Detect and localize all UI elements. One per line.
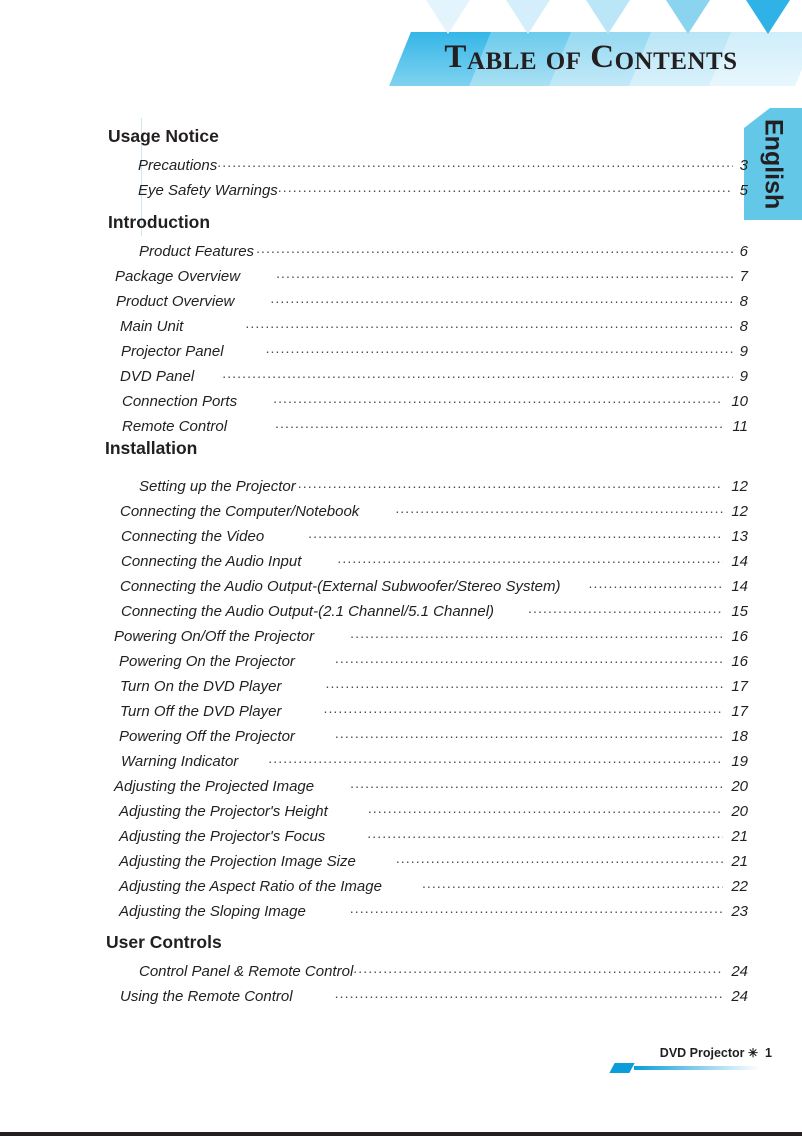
toc-entry-label: Projector Panel (121, 343, 224, 360)
toc-entry-label: Product Overview (116, 293, 235, 310)
toc-entry[interactable] (120, 987, 748, 1009)
toc-entry[interactable] (122, 417, 748, 439)
toc-entry-label: Adjusting the Aspect Ratio of the Image (119, 878, 382, 895)
page-header-banner (0, 0, 802, 100)
toc-entry-label: Adjusting the Projection Image Size (119, 853, 356, 870)
toc-entry-page-number: 23 (731, 903, 748, 920)
toc-entry-page-number: 20 (731, 778, 748, 795)
toc-entry-leader-dots (350, 627, 723, 641)
toc-entry[interactable] (121, 752, 748, 774)
toc-entry-label: Precautions (138, 157, 218, 174)
toc-entry-label: Powering On/Off the Projector (114, 628, 315, 645)
toc-entry-page-number: 3 (739, 157, 748, 174)
toc-entry[interactable] (119, 827, 748, 849)
toc-entry-page-number: 16 (731, 628, 748, 645)
toc-entry-page-number: 5 (739, 182, 748, 199)
toc-entry[interactable] (114, 627, 748, 649)
toc-entry-page-number: 6 (739, 243, 748, 260)
toc-entry-leader-dots (589, 577, 723, 591)
toc-entry-leader-dots (323, 702, 723, 716)
toc-entry-leader-dots (528, 602, 723, 616)
toc-entry-page-number: 17 (731, 703, 748, 720)
toc-entry[interactable] (138, 156, 748, 178)
toc-entry-leader-dots (368, 802, 723, 816)
page-bottom-rule (0, 1132, 802, 1136)
toc-entry-leader-dots (275, 417, 723, 431)
toc-entry-label: Powering Off the Projector (119, 728, 295, 745)
toc-entry-label: Setting up the Projector (139, 478, 296, 495)
toc-entry-label: Adjusting the Projected Image (114, 778, 315, 795)
toc-entry-label: Remote Control (122, 418, 228, 435)
toc-entry-leader-dots (266, 342, 733, 356)
toc-entry-leader-dots (335, 652, 723, 666)
page-title-c: C (590, 39, 615, 75)
toc-entry-label: Connection Ports (122, 393, 238, 410)
toc-entry[interactable] (121, 527, 748, 549)
toc-entry[interactable] (121, 602, 748, 624)
toc-entry[interactable] (115, 267, 748, 289)
toc-entry-label: Warning Indicator (121, 753, 239, 770)
toc-entry[interactable] (120, 502, 748, 524)
footer-label (660, 1046, 772, 1060)
toc-entry-page-number: 11 (732, 418, 748, 435)
toc-entry-leader-dots (217, 156, 733, 170)
toc-entry[interactable] (114, 777, 748, 799)
page-footer (612, 1046, 772, 1076)
footer-page-number: 1 (765, 1046, 772, 1060)
toc-entry-label: Eye Safety Warnings (138, 182, 278, 199)
toc-entry-label: Main Unit (120, 318, 184, 335)
toc-entry[interactable] (119, 727, 748, 749)
footer-product-name: DVD Projector (659, 1046, 745, 1060)
page-title-t: T (444, 39, 467, 75)
toc-entry[interactable] (120, 702, 748, 724)
toc-entry-label: Connecting the Video (121, 528, 265, 545)
toc-entry-leader-dots (256, 242, 733, 256)
page-title-ontents: ONTENTS (614, 48, 738, 75)
toc-entry[interactable] (139, 477, 748, 499)
toc-entry-label: Turn Off the DVD Player (120, 703, 282, 720)
toc-entry-leader-dots (335, 987, 723, 1001)
toc-entry-leader-dots (268, 752, 723, 766)
toc-entry[interactable] (119, 902, 748, 924)
toc-entry-page-number: 14 (731, 578, 748, 595)
toc-entry-label: Connecting the Computer/Notebook (120, 503, 360, 520)
toc-entry-leader-dots (337, 552, 723, 566)
toc-entry-label: Adjusting the Projector's Focus (119, 828, 326, 845)
section-title-introduction: Introduction (108, 212, 211, 232)
toc-entry-page-number: 21 (731, 853, 748, 870)
toc-entry-leader-dots (422, 877, 723, 891)
toc-entry-label: Powering On the Projector (119, 653, 295, 670)
toc-entry-page-number: 9 (739, 368, 748, 385)
toc-entry-label: DVD Panel (120, 368, 195, 385)
toc-entry-page-number: 17 (731, 678, 748, 695)
toc-entry-label: Control Panel & Remote Control (139, 963, 354, 980)
toc-entry-leader-dots (270, 292, 733, 306)
section-title-usage-notice: Usage Notice (108, 126, 219, 146)
toc-entry-leader-dots (395, 502, 723, 516)
page-title (380, 0, 802, 98)
toc-entry[interactable] (121, 552, 748, 574)
toc-entry-leader-dots (350, 902, 723, 916)
toc-entry-label: Using the Remote Control (120, 988, 293, 1005)
language-tab-label: English (759, 118, 788, 210)
toc-entry-label: Adjusting the Projector's Height (119, 803, 328, 820)
toc-entry-page-number: 14 (731, 553, 748, 570)
toc-entry-leader-dots (353, 962, 723, 976)
toc-entry-leader-dots (273, 392, 723, 406)
page-title-able: ABLE (466, 48, 538, 75)
toc-entry[interactable] (120, 317, 748, 339)
toc-entry[interactable] (121, 342, 748, 364)
toc-entry[interactable] (138, 181, 748, 203)
toc-entry-label: Turn On the DVD Player (120, 678, 282, 695)
toc-entry-page-number: 20 (731, 803, 748, 820)
toc-entry-page-number: 8 (739, 318, 748, 335)
toc-entry-label: Connecting the Audio Input (121, 553, 302, 570)
toc-entry[interactable] (119, 802, 748, 824)
section-title-installation: Installation (105, 438, 198, 458)
toc-entry-page-number: 22 (731, 878, 748, 895)
toc-entry-leader-dots (245, 317, 733, 331)
toc-entry-label: Product Features (139, 243, 255, 260)
toc-entry[interactable] (119, 877, 748, 899)
toc-entry-label: Package Overview (115, 268, 241, 285)
toc-entry-leader-dots (335, 727, 723, 741)
toc-entry-page-number: 19 (731, 753, 748, 770)
toc-entry[interactable] (139, 962, 748, 984)
toc-entry-label: Connecting the Audio Output-(2.1 Channel/5.1 Channel) (121, 603, 495, 620)
toc-entry-leader-dots (308, 527, 723, 541)
toc-entry-label: Adjusting the Sloping Image (119, 903, 306, 920)
toc-entry-page-number: 12 (731, 503, 748, 520)
toc-entry-leader-dots (350, 777, 723, 791)
toc-entry-leader-dots (367, 827, 723, 841)
footer-rule (634, 1066, 760, 1070)
toc-entry-label: Connecting the Audio Output-(External Subwoofer/Stereo System) (120, 578, 561, 595)
toc-entry-page-number: 24 (731, 963, 748, 980)
toc-entry-page-number: 9 (739, 343, 748, 360)
footer-separator-icon: ✳ (748, 1046, 759, 1060)
toc-entry[interactable] (139, 242, 748, 264)
toc-entry-page-number: 10 (731, 393, 748, 410)
toc-entry-leader-dots (276, 267, 733, 281)
toc-entry-leader-dots (222, 367, 733, 381)
toc-entry-leader-dots (396, 852, 723, 866)
toc-entry-page-number: 18 (731, 728, 748, 745)
toc-entry[interactable] (120, 577, 748, 599)
toc-entry[interactable] (120, 677, 748, 699)
toc-entry-page-number: 21 (731, 828, 748, 845)
toc-entry-page-number: 24 (731, 988, 748, 1005)
section-title-user-controls: User Controls (106, 932, 222, 952)
toc-entry-leader-dots (298, 477, 723, 491)
toc-entry-page-number: 8 (739, 293, 748, 310)
toc-entry[interactable] (116, 292, 748, 314)
toc-entry-page-number: 16 (731, 653, 748, 670)
toc-entry[interactable] (120, 367, 748, 389)
toc-entry-page-number: 7 (739, 268, 748, 285)
footer-arrow-icon (609, 1063, 634, 1073)
toc-entry[interactable] (122, 392, 748, 414)
toc-entry-page-number: 15 (731, 603, 748, 620)
toc-entry-leader-dots (278, 181, 733, 195)
toc-entry-page-number: 13 (731, 528, 748, 545)
toc-entry-page-number: 12 (731, 478, 748, 495)
page-title-of: OF (545, 48, 582, 75)
toc-entry-leader-dots (325, 677, 723, 691)
toc-entry[interactable] (119, 652, 748, 674)
toc-entry[interactable] (119, 852, 748, 874)
